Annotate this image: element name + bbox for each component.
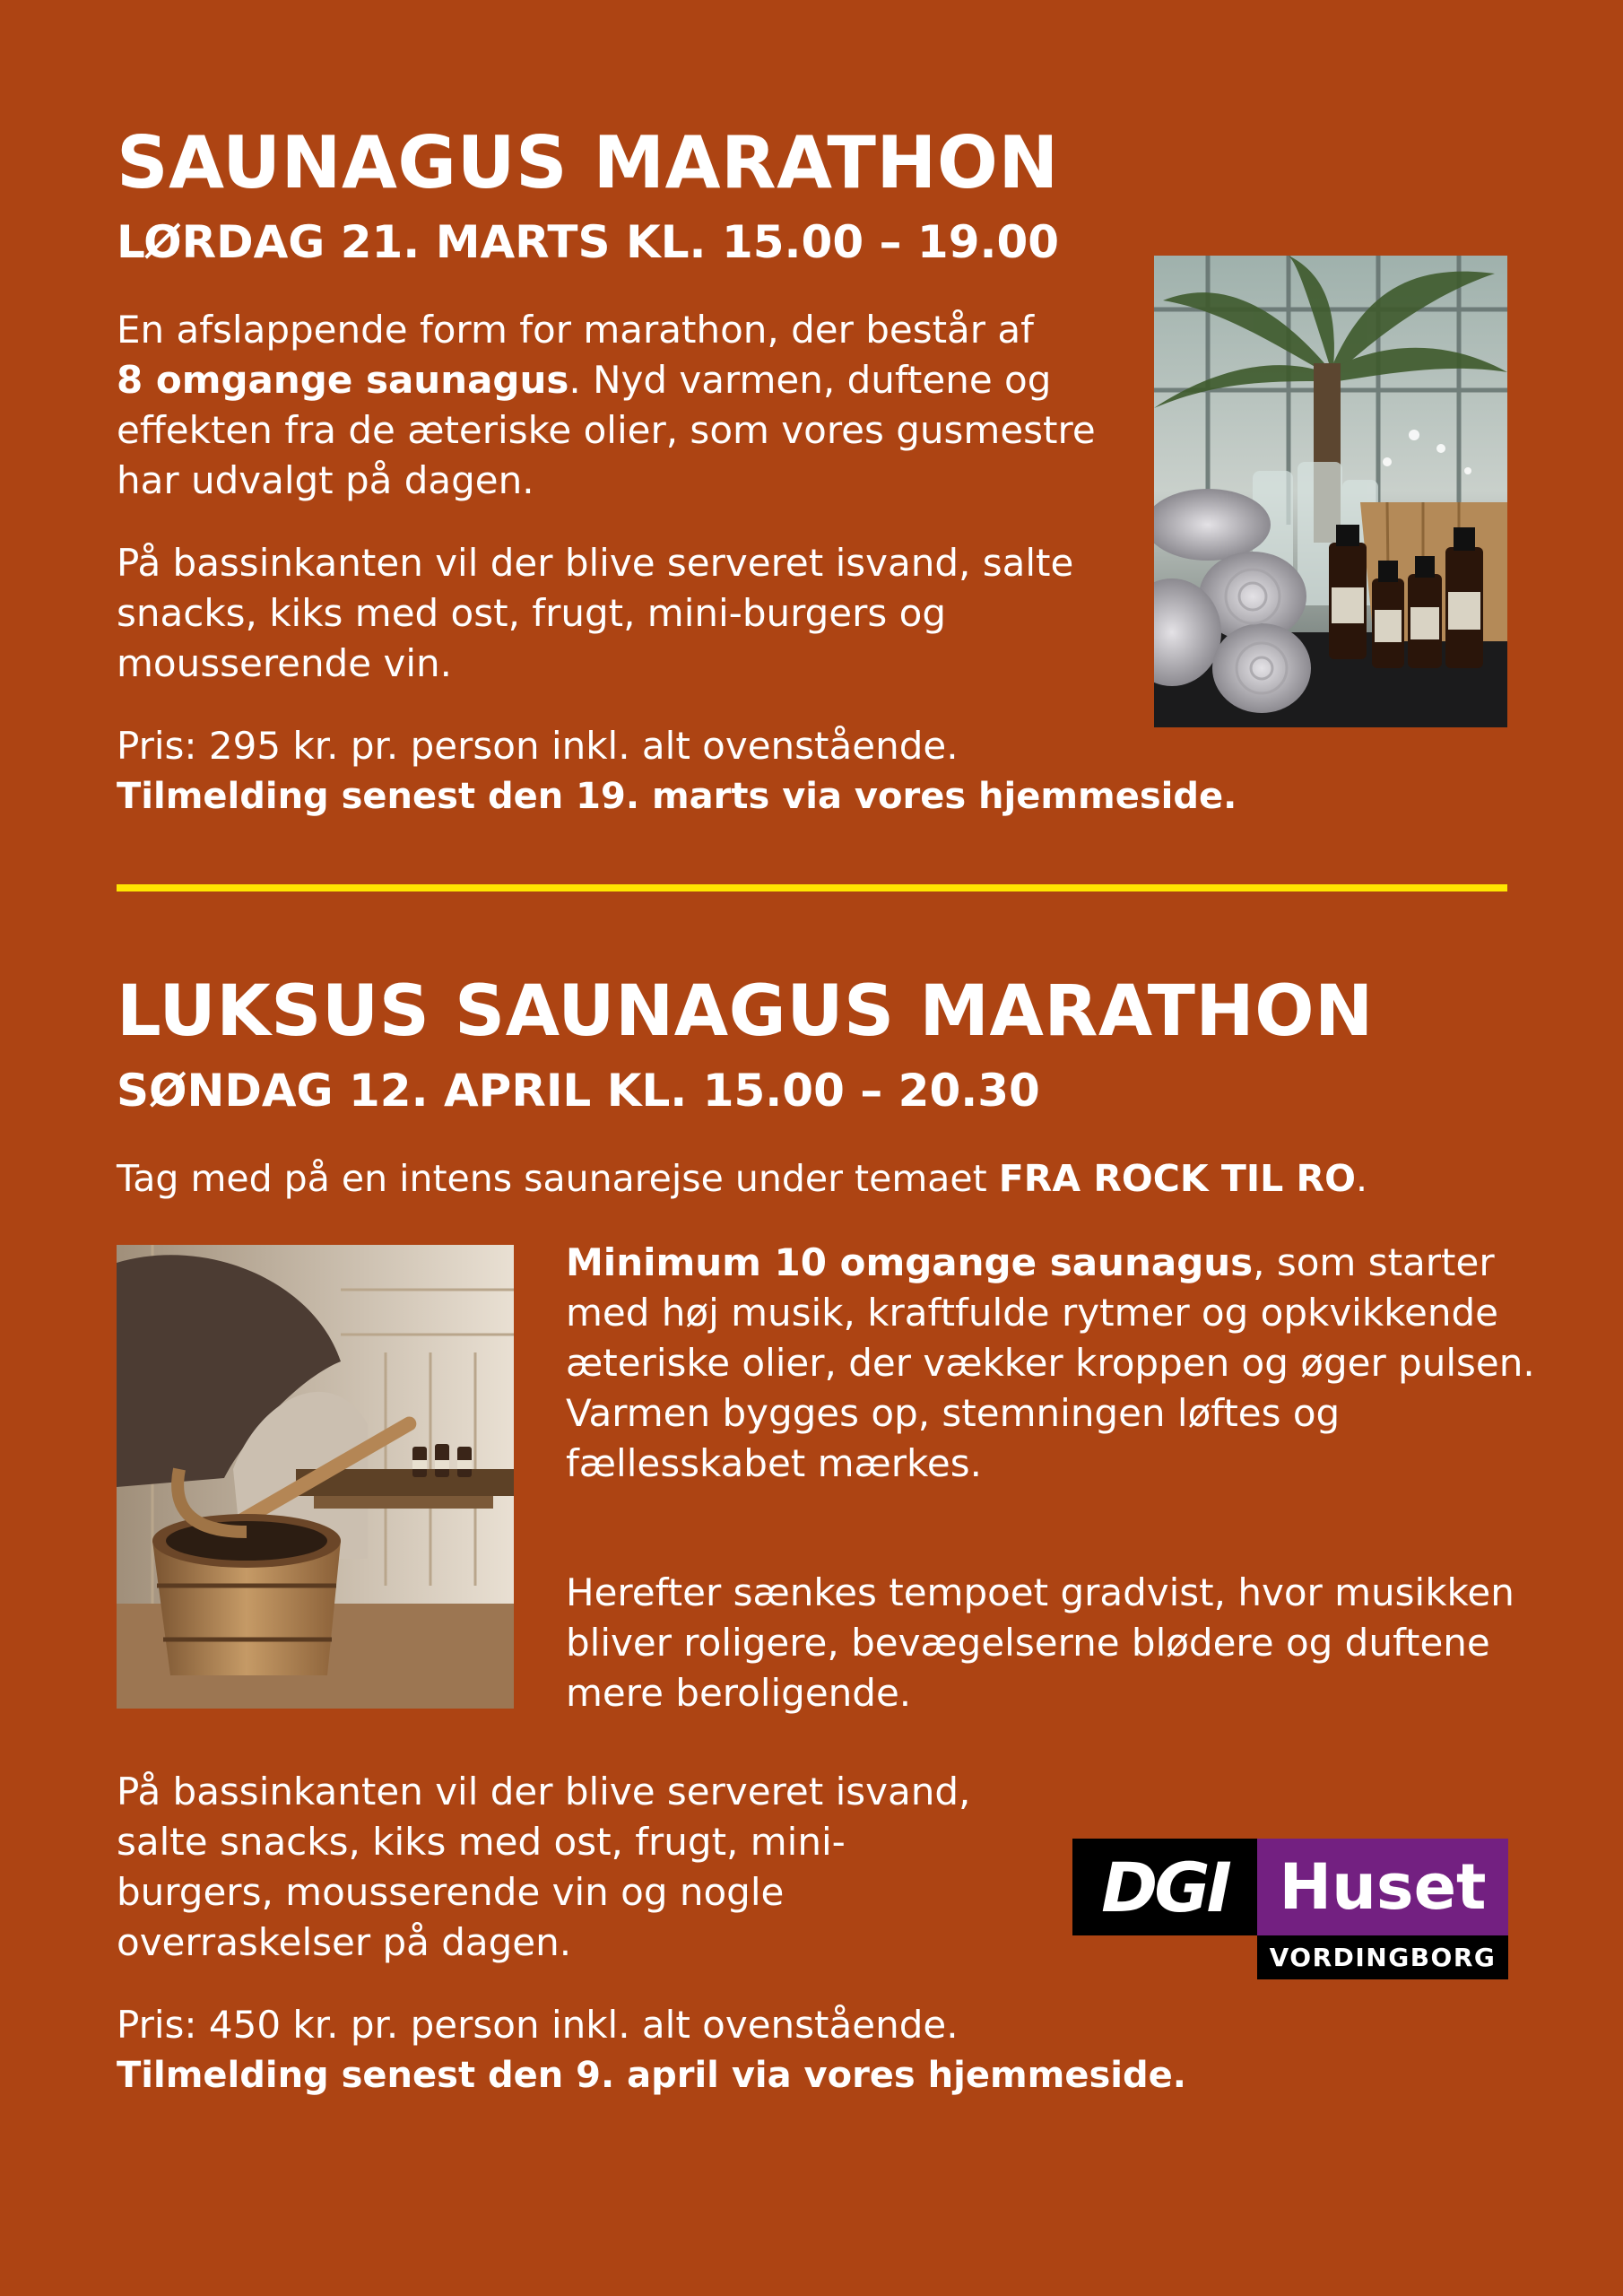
event2-paragraph-1 — [566, 1238, 1552, 1489]
event2-intro-text: Tag med på en intens saunarejse under temaet — [117, 1157, 999, 1200]
logo-huset-block: Huset — [1257, 1839, 1508, 1935]
section-divider — [117, 884, 1507, 891]
dgi-huset-logo — [1072, 1839, 1508, 1979]
event2-paragraph-2: Herefter sænkes tempoet gradvist, hvor musikken bliver roligere, bevægelserne blødere og duftene mere beroligende. — [566, 1570, 1515, 1715]
sauna-bucket-photo — [117, 1245, 514, 1709]
sauna-oils-photo — [1154, 256, 1507, 727]
event1-date: LØRDAG 21. MARTS KL. 15.00 – 19.00 — [117, 216, 1060, 268]
event1-p1-bold: 8 omgange saunagus — [117, 358, 569, 402]
event1-signup: Tilmelding senest den 19. marts via vores hjemmeside. — [117, 776, 1237, 817]
event2-paragraph-3: På bassinkanten vil der blive serveret isvand, salte snacks, kiks med ost, frugt, mini-burgers, mousserende vin og nogle overraskelser på dagen. — [117, 1770, 971, 1964]
event2-title: LUKSUS SAUNAGUS MARATHON — [117, 971, 1374, 1052]
event1-paragraph-2: På bassinkanten vil der blive serveret isvand, salte snacks, kiks med ost, frugt, mini-burgers og mousserende vin. — [117, 541, 1074, 685]
logo-dgi-block: DGI — [1072, 1839, 1257, 1935]
event2-intro-theme: FRA ROCK TIL RO — [998, 1157, 1356, 1200]
event1-p1-text: En afslappende form for marathon, der består af — [117, 308, 1034, 352]
event1-p1-rest: . Nyd varmen, duftene og effekten fra de æteriske olier, som vores gusmestre har udvalgt på dagen. — [117, 358, 1096, 502]
event2-intro-period: . — [1355, 1157, 1367, 1200]
event2-date: SØNDAG 12. APRIL KL. 15.00 – 20.30 — [117, 1065, 1040, 1117]
event1-price: Pris: 295 kr. pr. person inkl. alt ovenstående. — [117, 724, 959, 768]
event2-price: Pris: 450 kr. pr. person inkl. alt ovenstående. — [117, 2003, 959, 2047]
event2-p1-bold: Minimum 10 omgange saunagus — [566, 1240, 1254, 1284]
event2-p1-rest: , som starter med høj musik, kraftfulde rytmer og opkvikkende æteriske olier, der vækker kroppen og øger pulsen. Varmen bygges op, stemningen løftes og fællesskabet mærkes. — [566, 1240, 1535, 1485]
event2-signup: Tilmelding senest den 9. april via vores hjemmeside. — [117, 2055, 1186, 2096]
logo-city-label: VORDINGBORG — [1257, 1935, 1508, 1979]
event2-intro — [117, 1153, 1367, 1204]
event1-title: SAUNAGUS MARATHON — [117, 121, 1059, 204]
event1-paragraph-1 — [117, 305, 1121, 506]
